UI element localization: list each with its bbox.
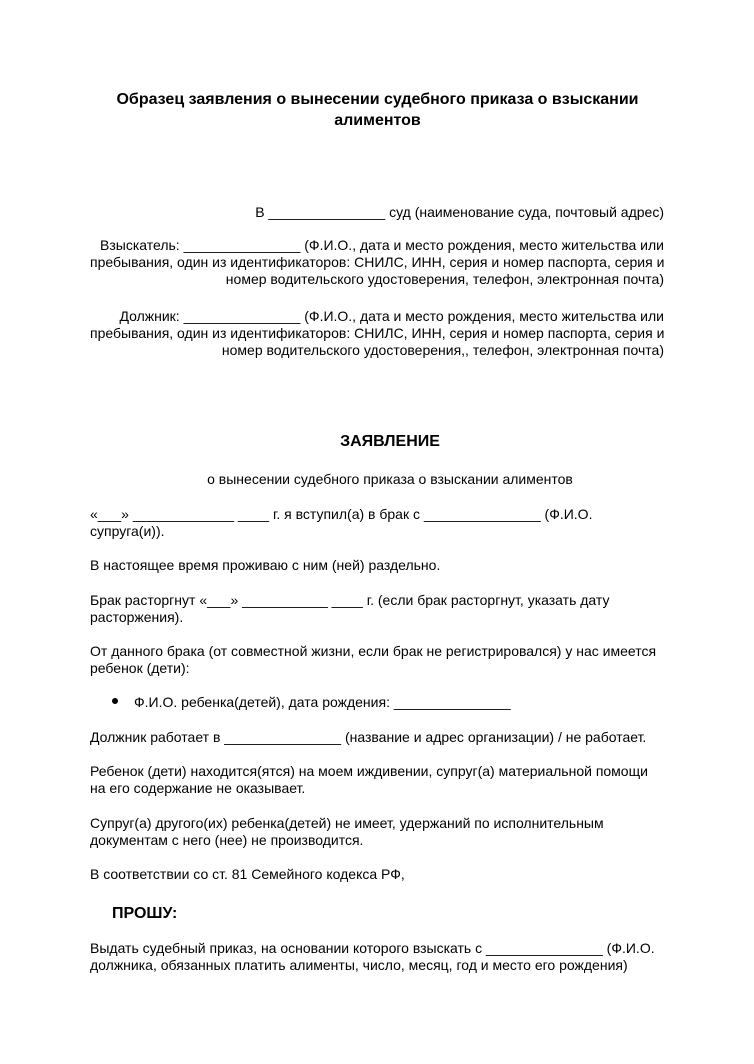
debtor-block [90, 308, 664, 359]
no-other-children-paragraph [90, 815, 664, 849]
statement-title: ЗАЯВЛЕНИЕ [340, 433, 440, 450]
children-intro-line-1: От данного брака (от совместной жизни, если брак не регистрировался) у нас имеется [90, 643, 657, 659]
children-intro-line-2: ребенок (дети): [90, 660, 190, 676]
debtor-line-3: номер водительского удостоверения,, телефон, электронная почта) [221, 342, 664, 358]
children-list-item [112, 694, 662, 711]
children-bullet-text: Ф.И.О. ребенка(детей), дата рождения: _______________ [134, 694, 511, 710]
request-line-2: должника, обязанных платить алименты, число, месяц, год и место его рождения) [90, 957, 628, 973]
legal-basis-paragraph [90, 866, 664, 883]
claimant-line-1: Взыскатель: _______________ (Ф.И.О., дата и место рождения, место жительства или [100, 237, 664, 253]
statement-subtitle: о вынесении судебного приказа о взыскании алиментов [207, 471, 573, 487]
separate-living-paragraph [90, 557, 664, 574]
court-line [90, 204, 664, 221]
document-title-line-1: Образец заявления о вынесении судебного приказа о взыскании [116, 91, 639, 108]
divorce-line-2: расторжения). [90, 609, 184, 625]
claimant-line-2: пребывания, один из идентификаторов: СНИЛС, ИНН, серия и номер паспорта, серия и [90, 254, 665, 270]
no-other-children-line-1: Супруг(а) другого(их) ребенка(детей) не имеет, удержаний по исполнительным [90, 815, 604, 831]
marriage-line-1: «___» _____________ ____ г. я вступил(а) в брак с _______________ (Ф.И.О. [90, 506, 593, 522]
claimant-block [90, 237, 664, 288]
dependency-paragraph [90, 763, 664, 797]
bullet-icon [112, 698, 118, 704]
separate-living-text: В настоящее время проживаю с ним (ней) раздельно. [90, 557, 441, 573]
document-title [90, 89, 665, 131]
request-title: ПРОШУ: [112, 905, 178, 922]
court-line-text: В _______________ суд (наименование суда, почтовый адрес) [255, 204, 664, 220]
debtor-work-paragraph [90, 729, 664, 746]
debtor-line-2: пребывания, один из идентификаторов: СНИЛС, ИНН, серия и номер паспорта, серия и [90, 325, 665, 341]
legal-basis-text: В соответствии со ст. 81 Семейного кодекса РФ, [90, 866, 405, 882]
divorce-line-1: Брак расторгнут «___» ___________ ____ г. (если брак расторгнут, указать дату [90, 592, 610, 608]
request-line-1: Выдать судебный приказ, на основании которого взыскать с _______________ (Ф.И.О. [90, 940, 655, 956]
request-paragraph [90, 940, 664, 974]
claimant-line-3: номер водительского удостоверения, телефон, электронная почта) [225, 271, 664, 287]
debtor-line-1: Должник: _______________ (Ф.И.О., дата и место рождения, место жительства или [119, 308, 664, 324]
dependency-line-2: на его содержание не оказывает. [90, 780, 306, 796]
divorce-paragraph [90, 592, 664, 626]
marriage-line-2: супруга(и)). [90, 523, 165, 539]
no-other-children-line-2: документам с него (нее) не производится. [90, 832, 364, 848]
debtor-work-text: Должник работает в _______________ (название и адрес организации) / не работает. [90, 729, 647, 745]
document-title-line-2: алиментов [334, 112, 421, 129]
marriage-paragraph [90, 506, 664, 540]
dependency-line-1: Ребенок (дети) находится(ятся) на моем иждивении, супруг(а) материальной помощи [90, 763, 648, 779]
children-intro-paragraph [90, 643, 664, 677]
